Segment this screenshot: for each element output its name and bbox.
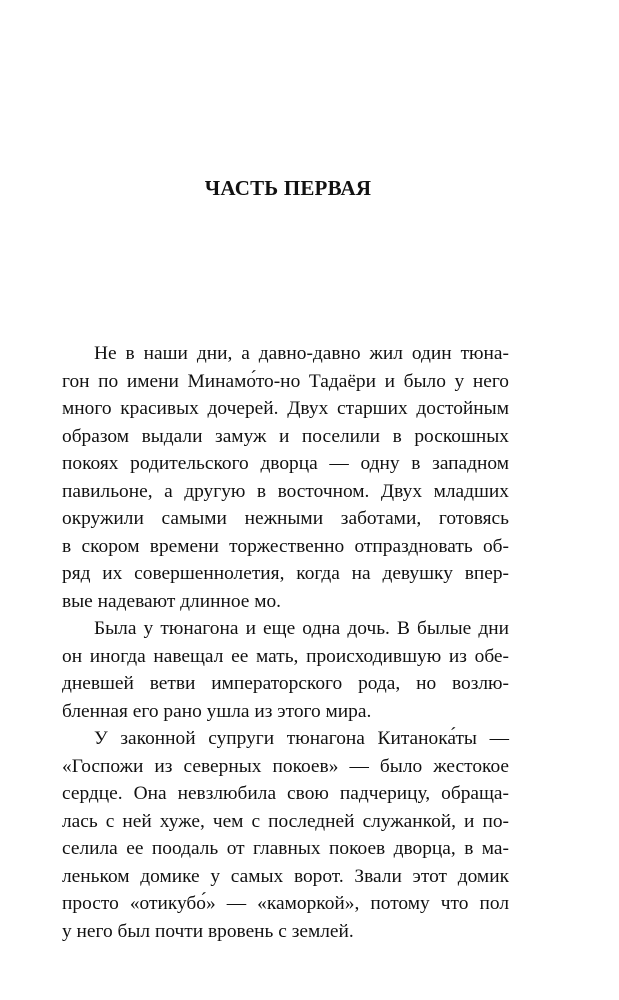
text-line: селила ее поодаль от главных покоев дворца, в ма- <box>62 838 509 859</box>
paragraph-2 <box>62 615 509 725</box>
text-line: вые надевают длинное мо. <box>62 590 282 612</box>
text-line: он иногда навещал ее мать, происходившую из обе- <box>62 645 509 667</box>
paragraph-1 <box>62 340 509 615</box>
text-line: Не в наши дни, а давно-давно жил один тюна- <box>94 343 509 364</box>
text-line: дневшей ветви императорского рода, но возлю- <box>62 673 509 694</box>
text-line: просто «отикубо́» — «каморкой», потому что пол <box>62 893 509 914</box>
text-line: гон по имени Минамо́то-но Тадаёри и было у него <box>62 370 509 392</box>
text-line: у него был почти вровень с землей. <box>62 920 354 942</box>
text-line: бленная его рано ушла из этого мира. <box>62 700 372 722</box>
text-line: образом выдали замуж и поселили в роскошных <box>62 425 509 447</box>
text-line: У законной супруги тюнагона Китанока́ты — <box>94 728 509 749</box>
text-line: ряд их совершеннолетия, когда на девушку впер- <box>62 563 509 584</box>
body-text <box>62 340 509 945</box>
text-line: павильоне, а другую в восточном. Двух младших <box>62 480 509 502</box>
text-line: сердце. Она невзлюбила свою падчерицу, обраща- <box>62 783 509 804</box>
part-title: ЧАСТЬ ПЕРВАЯ <box>204 176 372 200</box>
text-line: леньком домике у самых ворот. Звали этот домик <box>62 865 509 887</box>
text-line: в скором времени торжественно отпраздновать об- <box>62 535 509 557</box>
paragraph-3 <box>62 725 509 945</box>
text-line: Была у тюнагона и еще одна дочь. В былые дни <box>94 618 509 639</box>
text-line: лась с ней хуже, чем с последней служанкой, и по- <box>62 810 509 832</box>
text-line: окружили самыми нежными заботами, готовясь <box>62 508 509 529</box>
text-line: «Госпожи из северных покоев» — было жестокое <box>62 755 509 777</box>
text-line: много красивых дочерей. Двух старших достойным <box>62 398 509 419</box>
text-line: покоях родительского дворца — одну в западном <box>62 453 509 474</box>
